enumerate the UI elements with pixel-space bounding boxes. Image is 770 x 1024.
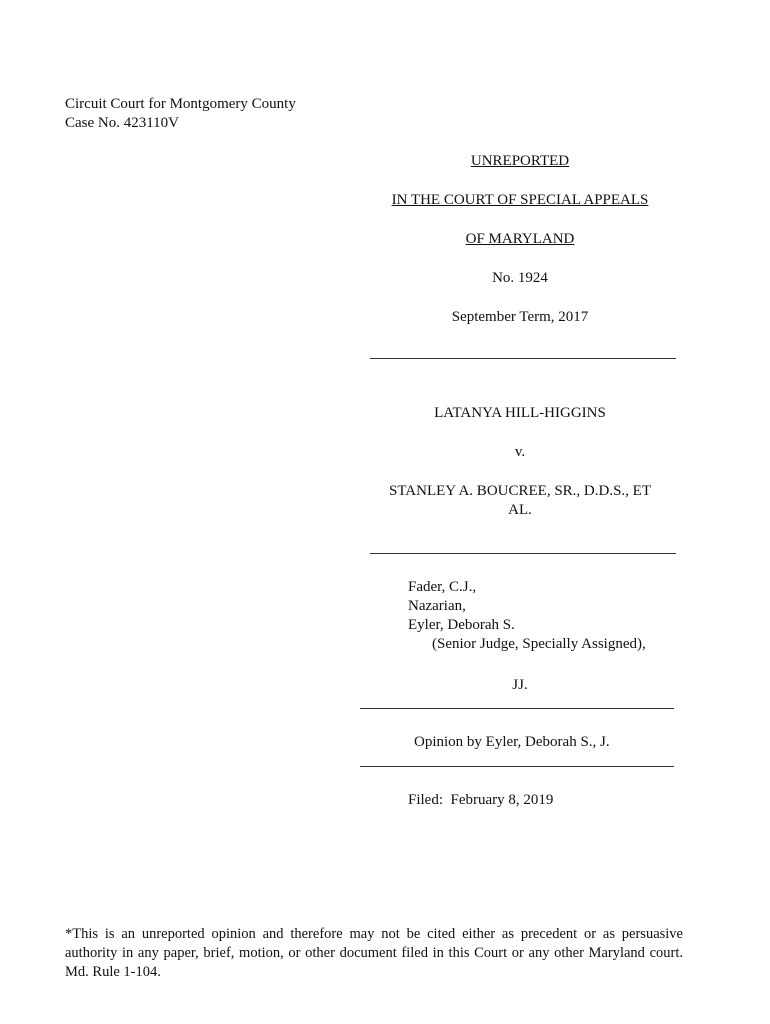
docket-number: No. 1924 xyxy=(492,270,548,286)
court-name-line1: IN THE COURT OF SPECIAL APPEALS xyxy=(391,192,649,208)
judge-3-note: (Senior Judge, Specially Assigned), xyxy=(432,636,646,652)
divider-4 xyxy=(360,766,674,767)
judge-panel xyxy=(408,578,646,654)
judge-3: Eyler, Deborah S. xyxy=(408,617,515,633)
appellant-name: LATANYA HILL-HIGGINS xyxy=(434,405,606,421)
versus: v. xyxy=(514,444,526,460)
case-number: Case No. 423110V xyxy=(65,115,180,131)
appellee-name-line2: AL. xyxy=(508,502,532,518)
status-label: UNREPORTED xyxy=(470,153,570,169)
appellee-name-line1: STANLEY A. BOUCREE, SR., D.D.S., ET xyxy=(388,483,651,499)
filed-date: Filed: February 8, 2019 xyxy=(408,792,554,808)
unreported-opinion-footnote: *This is an unreported opinion and therefore may not be cited either as precedent or as persuasive authority in any paper, brief, motion, or other document filed in this Court or any other Maryland court. Md. Rule 1-104. xyxy=(65,926,683,980)
divider-2 xyxy=(370,553,676,554)
court-name-line2: OF MARYLAND xyxy=(465,231,575,247)
judges-suffix: JJ. xyxy=(512,677,528,693)
divider-1 xyxy=(370,358,676,359)
opinion-author: Opinion by Eyler, Deborah S., J. xyxy=(414,734,610,750)
judge-1: Fader, C.J., xyxy=(408,579,477,595)
trial-court-info xyxy=(65,95,296,133)
trial-court-name: Circuit Court for Montgomery County xyxy=(65,96,296,112)
divider-3 xyxy=(360,708,674,709)
term: September Term, 2017 xyxy=(451,309,589,325)
judge-2: Nazarian, xyxy=(408,598,466,614)
